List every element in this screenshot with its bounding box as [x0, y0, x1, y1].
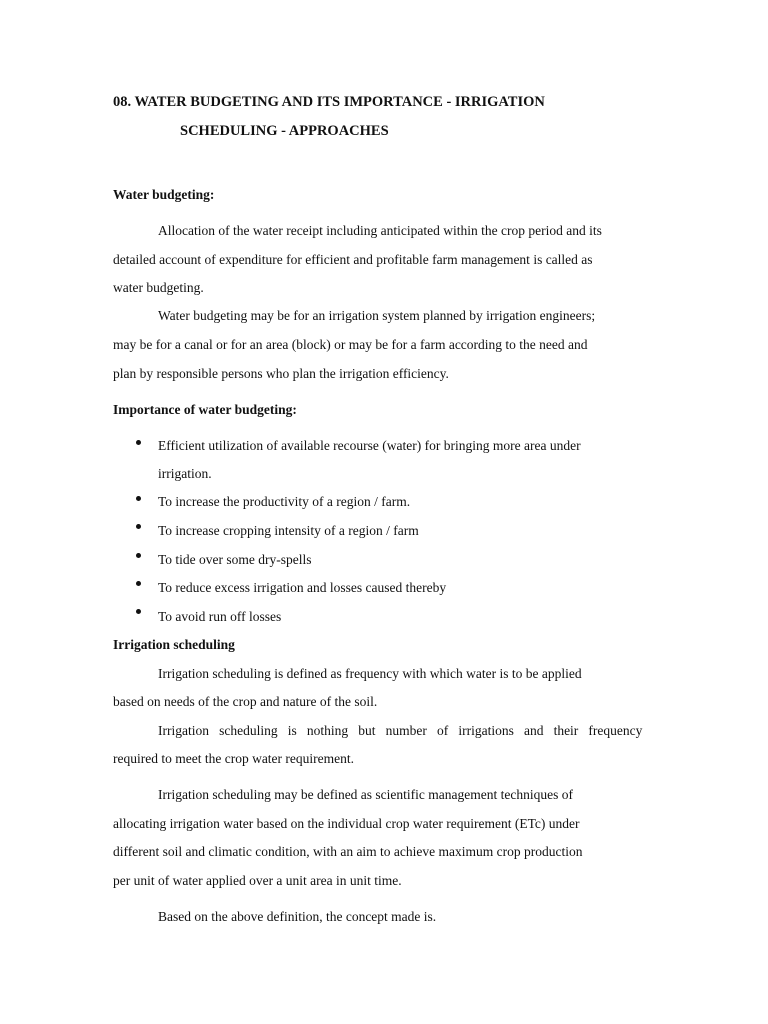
bullet-icon — [136, 496, 141, 501]
paragraph-line: per unit of water applied over a unit area in unit time. — [113, 873, 402, 888]
paragraph-line: Irrigation scheduling is nothing but number of irrigations and their frequency — [158, 723, 643, 738]
paragraph-line: Water budgeting may be for an irrigation system planned by irrigation engineers; — [158, 308, 596, 323]
bullet-icon — [136, 609, 141, 614]
paragraph-line: plan by responsible persons who plan the irrigation efficiency. — [113, 366, 449, 381]
bullet-item-text: To increase the productivity of a region / farm. — [158, 494, 411, 509]
bullet-item-text: irrigation. — [158, 466, 212, 481]
bullet-item-text: Efficient utilization of available recourse (water) for bringing more area under — [158, 438, 581, 453]
section-heading-importance: Importance of water budgeting: — [113, 402, 297, 417]
bullet-item-text: To increase cropping intensity of a region / farm — [158, 523, 419, 538]
bullet-item-text: To avoid run off losses — [158, 609, 282, 624]
section-heading-irrigation-scheduling: Irrigation scheduling — [113, 637, 235, 652]
bullet-icon — [136, 581, 141, 586]
paragraph-line: detailed account of expenditure for efficient and profitable farm management is called as — [113, 252, 593, 267]
paragraph-line: based on needs of the crop and nature of the soil. — [113, 694, 378, 709]
paragraph-line: Irrigation scheduling is defined as frequency with which water is to be applied — [158, 666, 582, 681]
paragraph-line: required to meet the crop water requirement. — [113, 751, 355, 766]
bullet-item-text: To reduce excess irrigation and losses caused thereby — [158, 580, 447, 595]
paragraph-line: Allocation of the water receipt including anticipated within the crop period and its — [158, 223, 602, 238]
paragraph-line: different soil and climatic condition, with an aim to achieve maximum crop production — [113, 844, 583, 859]
bullet-icon — [136, 553, 141, 558]
paragraph-line: Based on the above definition, the concept made is. — [158, 909, 437, 924]
paragraph-line: Irrigation scheduling may be defined as scientific management techniques of — [158, 787, 573, 802]
paragraph-line: allocating irrigation water based on the individual crop water requirement (ETc) under — [113, 816, 580, 831]
bullet-icon — [136, 524, 141, 529]
paragraph-line: water budgeting. — [113, 280, 204, 295]
page-title-line-1: 08. WATER BUDGETING AND ITS IMPORTANCE - IRRIGATION — [113, 94, 545, 110]
bullet-item-text: To tide over some dry-spells — [158, 552, 312, 567]
paragraph-line: may be for a canal or for an area (block) or may be for a farm according to the need and — [113, 337, 588, 352]
page-title-line-2: SCHEDULING - APPROACHES — [180, 123, 389, 139]
bullet-icon — [136, 440, 141, 445]
section-heading-water-budgeting: Water budgeting: — [113, 187, 215, 202]
